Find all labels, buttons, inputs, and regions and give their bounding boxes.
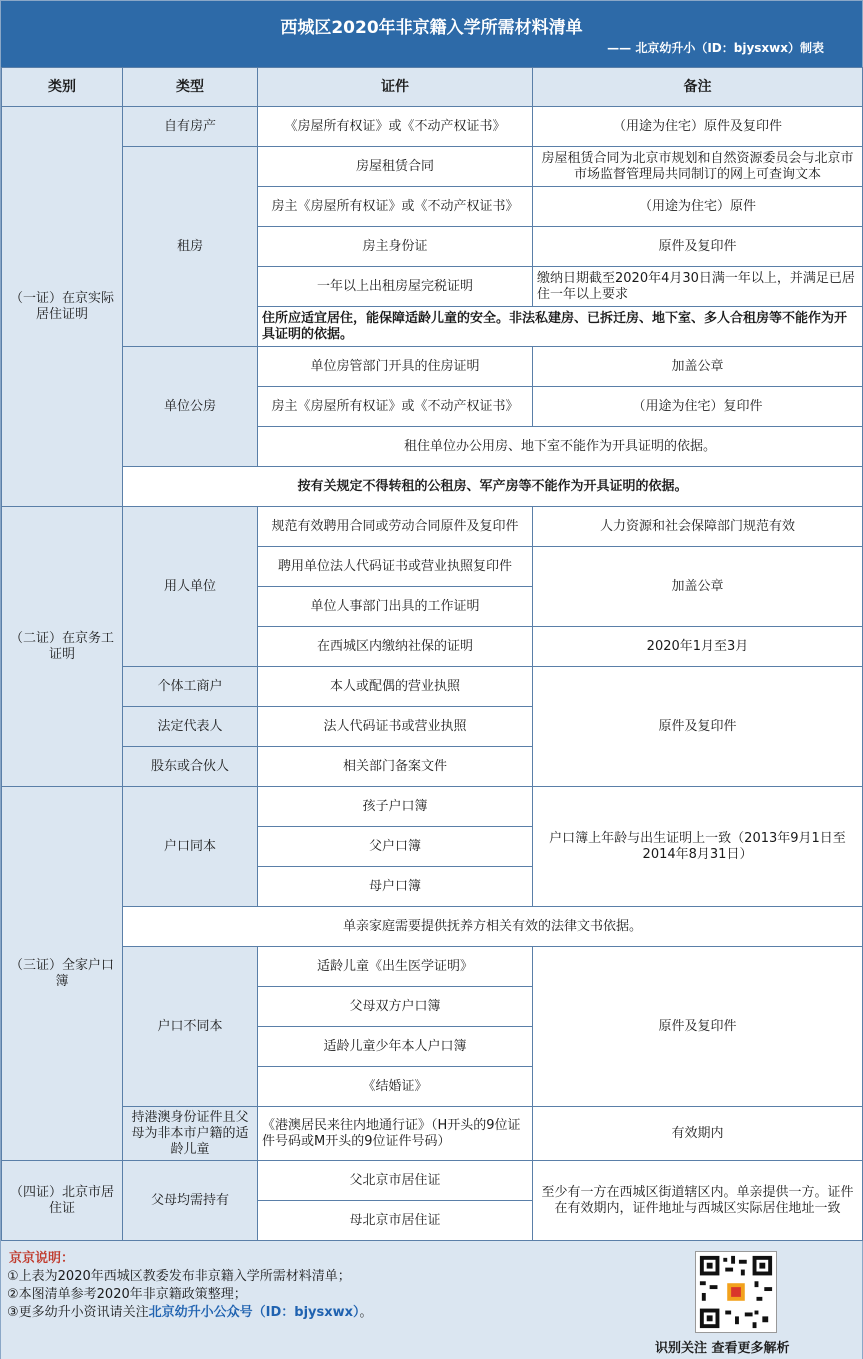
table-row — [2, 1161, 863, 1201]
table-row — [2, 147, 863, 187]
note-cell: 2020年1月至3月 — [533, 627, 863, 667]
note-cell: 户口簿上年龄与出生证明上一致（2013年9月1日至2014年8月31日） — [533, 787, 863, 907]
document-cell: 适龄儿童少年本人户口簿 — [258, 1027, 533, 1067]
type-cell: 户口同本 — [123, 787, 258, 907]
note-cell: 至少有一方在西城区街道辖区内。单亲提供一方。证件在有效期内，证件地址与西城区实际居住地址一致 — [533, 1161, 863, 1241]
note-cell: （用途为住宅）原件及复印件 — [533, 107, 863, 147]
document-cell: 《房屋所有权证》或《不动产权证书》 — [258, 107, 533, 147]
document-cell: 在西城区内缴纳社保的证明 — [258, 627, 533, 667]
type-cell: 个体工商户 — [123, 667, 258, 707]
warning-cell: 按有关规定不得转租的公租房、军产房等不能作为开具证明的依据。 — [123, 467, 863, 507]
note-cell: （用途为住宅）原件 — [533, 187, 863, 227]
note-cell: 加盖公章 — [533, 547, 863, 627]
document-cell: 《港澳居民来往内地通行证》（H开头的9位证件号码或M开头的9位证件号码） — [258, 1107, 533, 1161]
category-cell: （三证）全家户口簿 — [2, 787, 123, 1161]
table-row — [2, 507, 863, 547]
note-line-1: ①上表为2020年西城区教委发布非京籍入学所需材料清单； — [7, 1269, 351, 1284]
table-row — [2, 467, 863, 507]
note-line-3-suffix: 。 — [359, 1305, 373, 1320]
type-cell: 自有房产 — [123, 107, 258, 147]
document-cell: 《结婚证》 — [258, 1067, 533, 1107]
header — [1, 1, 862, 67]
document-cell: 相关部门备案文件 — [258, 747, 533, 787]
document-cell: 房主《房屋所有权证》或《不动产权证书》 — [258, 187, 533, 227]
document-cell: 房屋租赁合同 — [258, 147, 533, 187]
qr-caption: 识别关注 查看更多解析 — [655, 1341, 790, 1356]
document-cell: 孩子户口簿 — [258, 787, 533, 827]
table-row — [2, 947, 863, 987]
document-cell: 本人或配偶的营业执照 — [258, 667, 533, 707]
note-cell: 房屋租赁合同为北京市规划和自然资源委员会与北京市市场监督管理局共同制订的网上可查询文本 — [533, 147, 863, 187]
table-header-row — [2, 68, 863, 107]
note-cell: 加盖公章 — [533, 347, 863, 387]
note-cell: 原件及复印件 — [533, 227, 863, 267]
column-header-type: 类型 — [123, 68, 258, 107]
note-line-3-prefix: ③更多幼升小资讯请关注 — [7, 1305, 149, 1320]
table-row — [2, 667, 863, 707]
warning-cell: 租住单位办公用房、地下室不能作为开具证明的依据。 — [258, 427, 863, 467]
category-cell: （四证）北京市居住证 — [2, 1161, 123, 1241]
note-cell: 有效期内 — [533, 1107, 863, 1161]
category-cell: （一证）在京实际居住证明 — [2, 107, 123, 507]
note-cell: 原件及复印件 — [533, 667, 863, 787]
note-line-2: ②本图清单参考2020年非京籍政策整理； — [7, 1287, 247, 1302]
type-cell: 用人单位 — [123, 507, 258, 667]
document-cell: 聘用单位法人代码证书或营业执照复印件 — [258, 547, 533, 587]
footer-notes — [1, 1241, 862, 1359]
type-cell: 股东或合伙人 — [123, 747, 258, 787]
document-cell: 法人代码证书或营业执照 — [258, 707, 533, 747]
type-cell: 父母均需持有 — [123, 1161, 258, 1241]
document-cell: 单位人事部门出具的工作证明 — [258, 587, 533, 627]
document-cell: 一年以上出租房屋完税证明 — [258, 267, 533, 307]
note-cell: 原件及复印件 — [533, 947, 863, 1107]
column-header-document: 证件 — [258, 68, 533, 107]
warning-cell: 住所应适宜居住，能保障适龄儿童的安全。非法私建房、已拆迁房、地下室、多人合租房等不能作为开具证明的依据。 — [258, 307, 863, 347]
table-row — [2, 907, 863, 947]
document-cell: 父户口簿 — [258, 827, 533, 867]
note-line-3 — [7, 1301, 373, 1320]
table-row — [2, 107, 863, 147]
table-row — [2, 1107, 863, 1161]
notes-title: 京京说明： — [9, 1251, 75, 1266]
column-header-category: 类别 — [2, 68, 123, 107]
type-cell: 持港澳身份证件且父母为非本市户籍的适龄儿童 — [123, 1107, 258, 1161]
note-cell: （用途为住宅）复印件 — [533, 387, 863, 427]
category-cell: （二证）在京务工证明 — [2, 507, 123, 787]
type-cell: 法定代表人 — [123, 707, 258, 747]
page-title: 西城区2020年非京籍入学所需材料清单 — [280, 18, 583, 38]
document-cell: 母北京市居住证 — [258, 1201, 533, 1241]
document-cell: 父母双方户口簿 — [258, 987, 533, 1027]
type-cell: 租房 — [123, 147, 258, 347]
materials-table — [1, 67, 863, 1241]
credit-line: —— 北京幼升小（ID：bjysxwx）制表 — [607, 41, 824, 55]
document-cell: 父北京市居住证 — [258, 1161, 533, 1201]
document-cell: 母户口簿 — [258, 867, 533, 907]
document-cell: 房主身份证 — [258, 227, 533, 267]
table-row — [2, 787, 863, 827]
note-cell: 人力资源和社会保障部门规范有效 — [533, 507, 863, 547]
document-cell: 规范有效聘用合同或劳动合同原件及复印件 — [258, 507, 533, 547]
document-cell: 房主《房屋所有权证》或《不动产权证书》 — [258, 387, 533, 427]
type-cell: 单位公房 — [123, 347, 258, 467]
document-cell: 单位房管部门开具的住房证明 — [258, 347, 533, 387]
account-link[interactable]: 北京幼升小公众号（ID：bjysxwx） — [148, 1305, 360, 1320]
type-cell: 户口不同本 — [123, 947, 258, 1107]
note-cell: 缴纳日期截至2020年4月30日满一年以上，并满足已居住一年以上要求 — [533, 267, 863, 307]
table-row — [2, 347, 863, 387]
document-cell: 适龄儿童《出生医学证明》 — [258, 947, 533, 987]
warning-cell: 单亲家庭需要提供抚养方相关有效的法律文书依据。 — [123, 907, 863, 947]
qr-code-icon[interactable] — [695, 1251, 777, 1333]
column-header-note: 备注 — [533, 68, 863, 107]
